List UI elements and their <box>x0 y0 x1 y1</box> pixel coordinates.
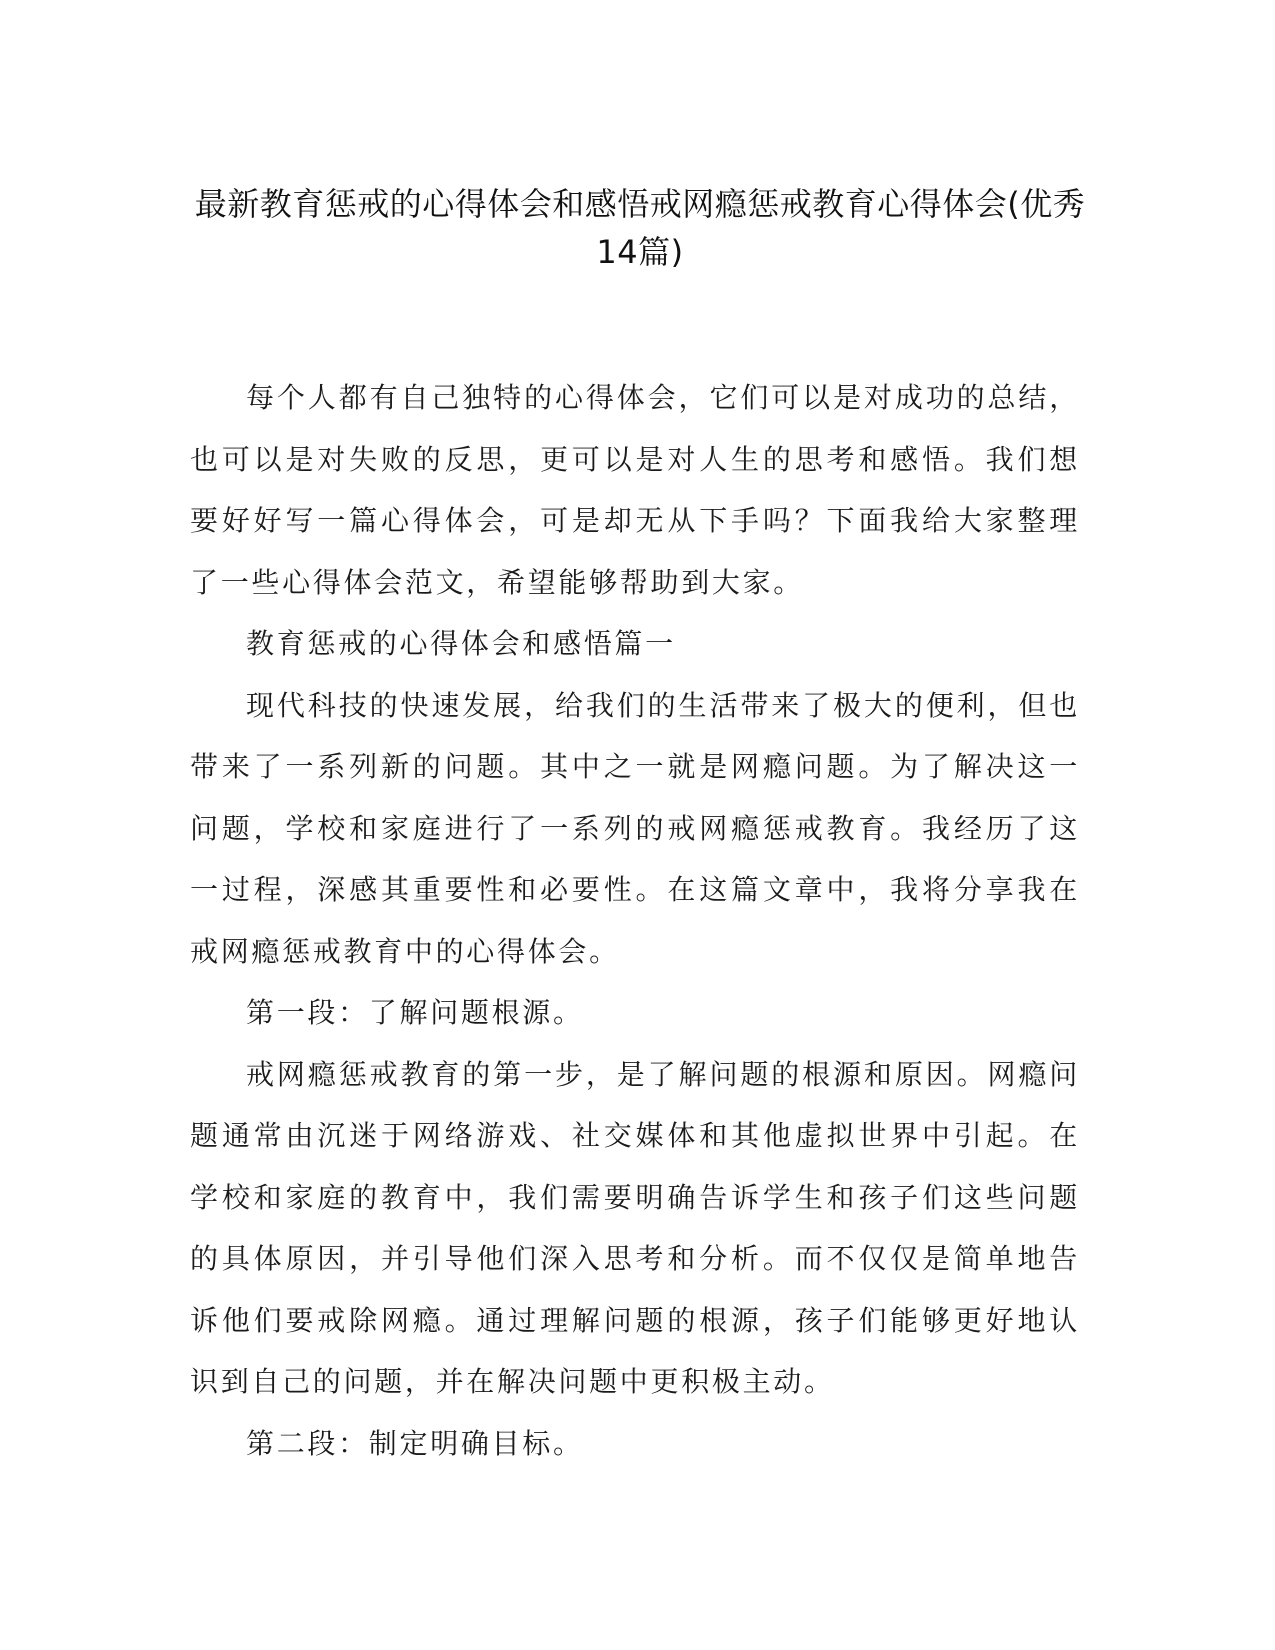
section-heading-first-paragraph: 第一段：了解问题根源。 <box>246 996 584 1029</box>
intro-paragraph: 每个人都有自己独特的心得体会，它们可以是对成功的总结，也可以是对失败的反思，更可以是对人生的思考和感悟。我们想要好好写一篇心得体会，可是却无从下手吗？下面我给大家整理了一些心得体会范文，希望能够帮助到大家。 <box>190 381 1080 599</box>
document-title: 最新教育惩戒的心得体会和感悟戒网瘾惩戒教育心得体会(优秀14篇) <box>194 185 1086 271</box>
section-heading-second-paragraph: 第二段：制定明确目标。 <box>246 1426 584 1460</box>
section-heading-part-one: 教育惩戒的心得体会和感悟篇一 <box>246 627 676 660</box>
document-body <box>190 367 1080 1474</box>
part-one-paragraph: 现代科技的快速发展，给我们的生活带来了极大的便利，但也带来了一系列新的问题。其中之一就是网瘾问题。为了解决这一问题，学校和家庭进行了一系列的戒网瘾惩戒教育。我经历了这一过程，深感其重要性和必要性。在这篇文章中，我将分享我在戒网瘾惩戒教育中的心得体会。 <box>190 688 1080 968</box>
first-section-paragraph: 戒网瘾惩戒教育的第一步，是了解问题的根源和原因。网瘾问题通常由沉迷于网络游戏、社交媒体和其他虚拟世界中引起。在学校和家庭的教育中，我们需要明确告诉学生和孩子们这些问题的具体原因，并引导他们深入思考和分析。而不仅仅是简单地告诉他们要戒除网瘾。通过理解问题的根源，孩子们能够更好地认识到自己的问题，并在解决问题中更积极主动。 <box>190 1057 1080 1398</box>
